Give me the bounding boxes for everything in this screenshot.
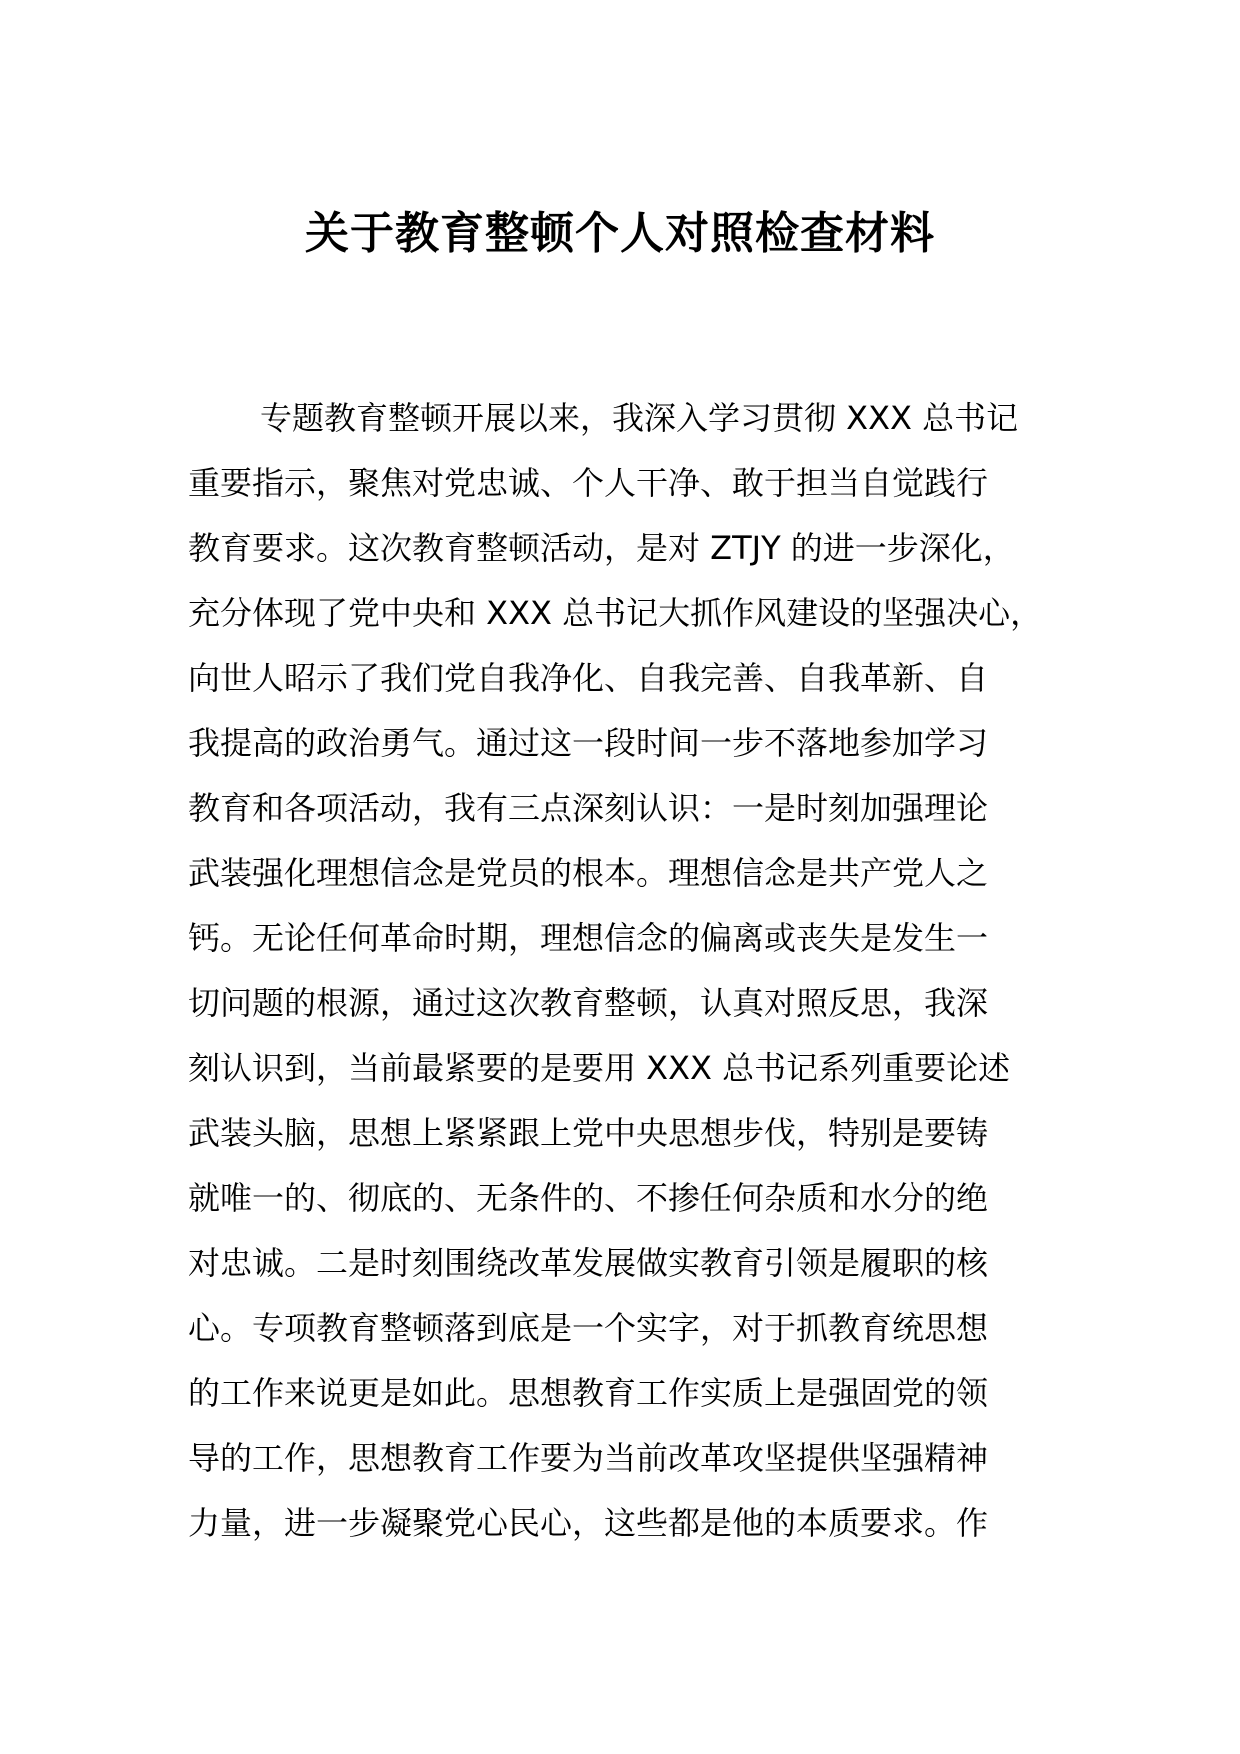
body-line: 教育要求。这次教育整顿活动，是对 ZTJY 的进一步深化， <box>188 529 1015 567</box>
body-line: 就唯一的、彻底的、无条件的、不掺任何杂质和水分的绝 <box>188 1179 989 1217</box>
body-line: 重要指示，聚焦对党忠诚、个人干净、敢于担当自觉践行 <box>188 464 989 502</box>
body-line: 钙。无论任何革命时期，理想信念的偏离或丧失是发生一 <box>188 919 989 957</box>
body-line: 专题教育整顿开展以来，我深入学习贯彻 XXX 总书记 <box>260 399 1019 437</box>
body-line: 武装强化理想信念是党员的根本。理想信念是共产党人之 <box>188 854 989 892</box>
body-line: 力量，进一步凝聚党心民心，这些都是他的本质要求。作 <box>188 1504 989 1542</box>
body-line: 刻认识到，当前最紧要的是要用 XXX 总书记系列重要论述 <box>188 1049 1011 1087</box>
body-line: 武装头脑，思想上紧紧跟上党中央思想步伐，特别是要铸 <box>188 1114 989 1152</box>
body-line: 切问题的根源，通过这次教育整顿，认真对照反思，我深 <box>188 984 989 1022</box>
body-line: 充分体现了党中央和 XXX 总书记大抓作风建设的坚强决心， <box>188 594 1043 632</box>
body-line: 教育和各项活动，我有三点深刻认识：一是时刻加强理论 <box>188 789 989 827</box>
body-line: 向世人昭示了我们党自我净化、自我完善、自我革新、自 <box>188 659 989 697</box>
document-body <box>188 386 1088 1556</box>
body-line: 导的工作，思想教育工作要为当前改革攻坚提供坚强精神 <box>188 1439 989 1477</box>
body-line: 对忠诚。二是时刻围绕改革发展做实教育引领是履职的核 <box>188 1244 989 1282</box>
body-line: 心。专项教育整顿落到底是一个实字，对于抓教育统思想 <box>188 1309 989 1347</box>
document-title: 关于教育整顿个人对照检查材料 <box>305 208 935 259</box>
body-line: 我提高的政治勇气。通过这一段时间一步不落地参加学习 <box>188 724 989 762</box>
body-line: 的工作来说更是如此。思想教育工作实质上是强固党的领 <box>188 1374 989 1412</box>
